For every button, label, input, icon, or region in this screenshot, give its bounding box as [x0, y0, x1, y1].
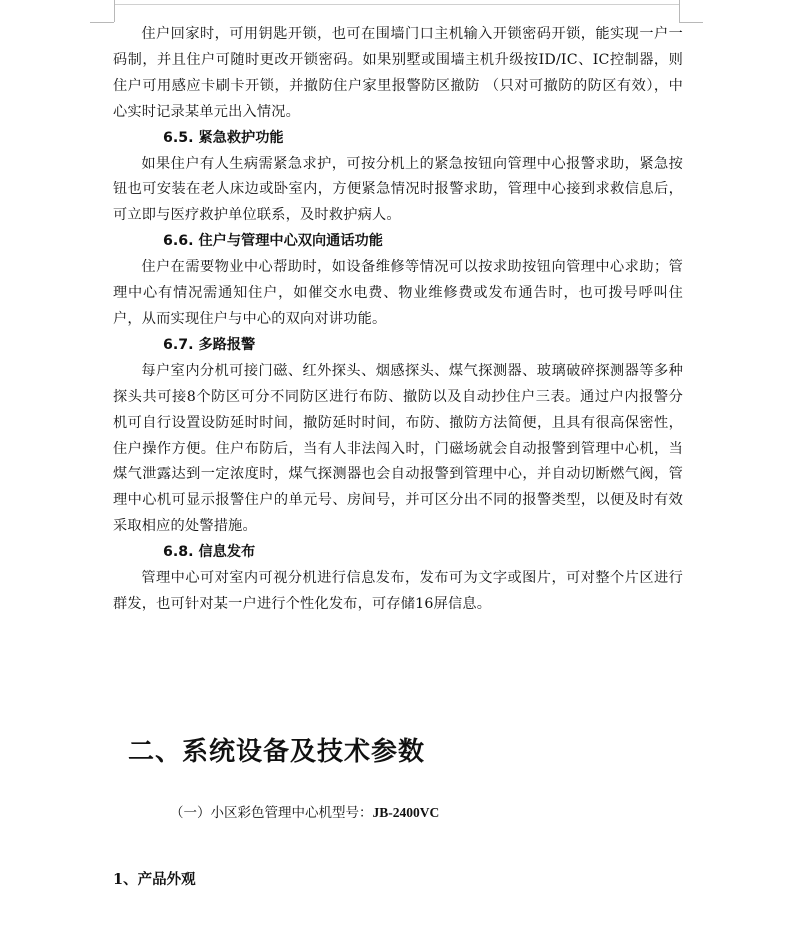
heading-6-5-emergency-rescue: 6.5. 紧急救护功能 [163, 129, 284, 146]
margin-corner-mark-left [114, 0, 115, 22]
document-body [113, 22, 683, 618]
section-heading-product-appearance: 1、产品外观 [113, 871, 196, 888]
model-line-label: （一）小区彩色管理中心机型号： [170, 805, 373, 821]
model-line [170, 802, 439, 824]
paragraph-emergency-rescue: 如果住户有人生病需紧急求护，可按分机上的紧急按钮向管理中心报警求助，紧急按钮也可安装在老人床边或卧室内，方便紧急情况时报警求助，管理中心接到求救信息后，可立即与医疗救护单位联系，及时救护病人。 [113, 155, 683, 224]
paragraph-info-publish: 管理中心可对室内可视分机进行信息发布，发布可为文字或图片，可对整个片区进行群发，也可针对某一户进行个性化发布，可存储16屏信息。 [113, 570, 683, 612]
model-number: JB-2400VC [372, 805, 440, 820]
margin-corner-mark-right [679, 0, 680, 22]
page-top-rule [114, 4, 679, 5]
paragraph-multi-alarm: 每户室内分机可接门磁、红外探头、烟感探头、煤气探测器、玻璃破碎探测器等多种探头共可接8个防区可分不同防区进行布防、撤防以及自动抄住户三表。通过户内报警分机可自行设置设防延时时间，撤防延时时间，布防、撤防方法简便，且具有很高保密性，住户操作方便。住户布防后，当有人非法闯入时，门磁场就会自动报警到管理中心机，当煤气泄露达到一定浓度时，煤气探测器也会自动报警到管理中心，并自动切断燃气阀，管理中心机可显示报警住户的单元号、房间号，并可区分出不同的报警类型，以便及时有效采取相应的处警措施。 [113, 362, 683, 535]
paragraph-unlock-intro: 住户回家时，可用钥匙开锁，也可在围墙门口主机输入开锁密码开锁，能实现一户一码制，并且住户可随时更改开锁密码。如果别墅或围墙主机升级按ID/IC、IC控制器，则住户可用感应卡刷卡开锁，并撤防住户家里报警防区撤防 （只对可撤防的防区有效），中心实时记录某单元出入情况。 [113, 26, 683, 120]
heading-6-8-info-publish: 6.8. 信息发布 [163, 544, 256, 561]
paragraph-two-way-call: 住户在需要物业中心帮助时，如设备维修等情况可以按求助按钮向管理中心求助；管理中心有情况需通知住户，如催交水电费、物业维修费或发布通告时，也可拨号呼叫住户，从而实现住户与中心的双向对讲功能。 [113, 259, 683, 327]
margin-corner-mark-left-horizontal [90, 22, 114, 23]
heading-6-6-two-way-call: 6.6. 住户与管理中心双向通话功能 [163, 233, 383, 250]
heading-6-7-multi-alarm: 6.7. 多路报警 [163, 336, 256, 353]
chapter-title: 二、系统设备及技术参数 [128, 737, 426, 767]
